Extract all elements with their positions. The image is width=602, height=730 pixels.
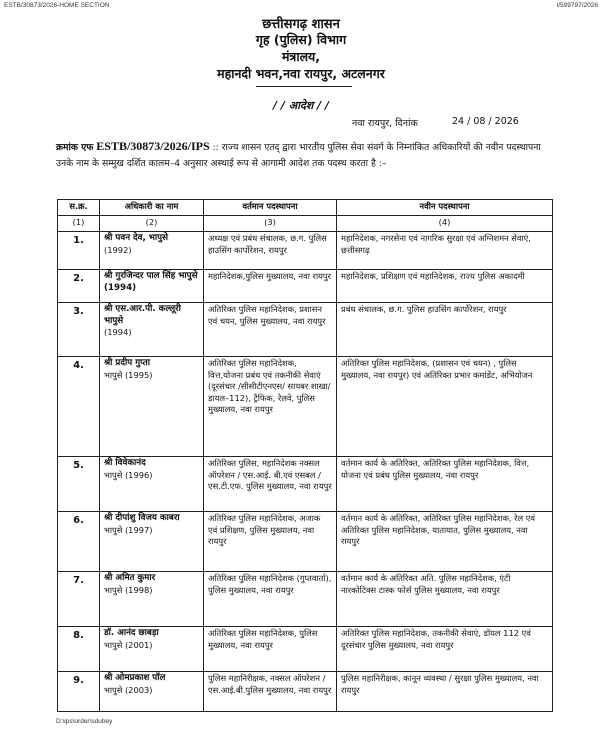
officer-batch: भापुसे (1995) (104, 369, 153, 380)
officer-batch: (1994) (104, 327, 132, 338)
table-row (58, 572, 553, 627)
intro-paragraph (56, 138, 552, 172)
header-line-2: गृह (पुलिस) विभाग (255, 32, 347, 47)
table-header-row (58, 200, 553, 216)
officer-name: श्री अमित कुमार (104, 573, 156, 583)
officer-cell (100, 357, 204, 457)
header-line-3: मंत्रालय, (281, 49, 321, 64)
column-number: (3) (204, 216, 337, 232)
officer-name: श्री विवेकानंद (104, 458, 146, 468)
header-current-posting: वर्तमान पदस्थापना (204, 200, 337, 216)
serial-number: 1. (58, 232, 100, 270)
new-posting: वर्तमान कार्य के अतिरिक्त अति. पुलिस महानिदेशक, एंटी नारकोटिक्स टास्क फोर्स पुलिस मुख्यालय, नवा रायपुर (337, 572, 553, 627)
officer-name: श्री पवन देव, भापुसे (104, 233, 168, 243)
serial-number: 6. (58, 512, 100, 572)
header-new-posting: नवीन पदस्थापना (337, 200, 553, 216)
current-posting: अतिरिक्त पुलिस महानिदेशक, अजाक एवं प्रशिक्षण, पुलिस मुख्यालय, नवा रायपुर (204, 512, 337, 572)
new-posting: वर्तमान कार्य के अतिरिक्त, अतिरिक्त पुलिस महानिदेशक, रेल एवं अतिरिक्त पुलिस महानिदेशक, यातायात, पुलिस मुख्यालय, नवा रायपुर (337, 512, 553, 572)
officer-cell (100, 457, 204, 512)
table-row (58, 270, 553, 303)
table-body (58, 232, 553, 712)
officer-name: श्री एस.आर.पी. कल्लूरी भापुसे (104, 304, 181, 326)
officer-batch: भापुसे (1997) (104, 524, 153, 535)
table-row (58, 303, 553, 357)
serial-number: 8. (58, 627, 100, 672)
serial-number: 5. (58, 457, 100, 512)
new-posting: पुलिस महानिरीक्षक, कानून व्यवस्था / सुरक्षा पुलिस मुख्यालय, नवा रायपुर (337, 672, 553, 712)
officer-cell (100, 303, 204, 357)
order-title: / / आदेश / / (273, 99, 329, 112)
column-number: (4) (337, 216, 553, 232)
officer-batch: भापुसे (2001) (104, 639, 153, 650)
officer-cell (100, 512, 204, 572)
header-officer-name: अधिकारी का नाम (100, 200, 204, 216)
officer-batch: भापुसे (1998) (104, 584, 153, 595)
table-row (58, 357, 553, 457)
officer-cell (100, 572, 204, 627)
current-posting: महानिदेशक,पुलिस मुख्यालय, नवा रायपुर (204, 270, 337, 303)
new-posting: अतिरिक्त पुलिस महानिदेशक, तकनीकी सेवाएं, डॉयल 112 एवं दूरसंचार पुलिस मुख्यालय, नवा रायपुर (337, 627, 553, 672)
header-serial: स.क्र. (58, 200, 100, 216)
header-divider (256, 86, 352, 87)
order-reference: ESTB/30873/2026/IPS (96, 139, 210, 153)
table-row (58, 457, 553, 512)
order-date: 24 / 08 / 2026 (452, 116, 519, 127)
document-id: I/599797/2026 (556, 2, 598, 9)
new-posting: प्रबंध संचालक, छ.ग. पुलिस हाउसिंग कार्पोरेशन, रायपुर (337, 303, 553, 357)
table-column-number-row (58, 216, 553, 232)
officer-batch: भापुसे (1996) (104, 469, 153, 480)
column-number: (1) (58, 216, 100, 232)
officer-cell (100, 232, 204, 270)
officer-name: श्री प्रदीप गुप्ता (104, 358, 150, 368)
table-row (58, 232, 553, 270)
top-bar (4, 2, 598, 9)
officer-name: डॉ. आनंद छाबड़ा (104, 628, 159, 638)
current-posting: अतिरिक्त पुलिस महानिदेशक, प्रशासन एवं चयन, पुलिस मुख्यालय, नवा रायपुर (204, 303, 337, 357)
intro-prefix: क्रमांक एफ (56, 142, 94, 153)
footer-path: D:\ips\order\sdubey (56, 718, 113, 725)
serial-number: 4. (58, 357, 100, 457)
officer-name: श्री ओमप्रकाश पॉल (104, 673, 166, 683)
officer-batch: (1992) (104, 244, 132, 255)
officer-name: श्री गुरजिन्दर पाल सिंह भापुसे (1994) (104, 271, 198, 293)
officer-cell (100, 270, 204, 303)
table-row (58, 512, 553, 572)
current-posting: अध्यक्ष एवं प्रबंध संचालक, छ.ग. पुलिस हाउसिंग कार्पोरेशन, रायपुर (204, 232, 337, 270)
file-reference: ESTB/30873/2026-HOME SECTION (4, 2, 110, 9)
officer-name: श्री दीपांशु विजय काबरा (104, 513, 180, 523)
header-line-4: महानदी भवन,नवा रायपुर, अटलनगर (217, 66, 385, 81)
table-row (58, 672, 553, 712)
posting-table (57, 199, 553, 712)
current-posting: पुलिस महानिरीक्षक, नक्सल ऑपरेशन / एस.आई.बी.पुलिस मुख्यालय, नवा रायपुर (204, 672, 337, 712)
new-posting: अतिरिक्त पुलिस महानिदेशक, (प्रशासन एवं चयन) , पुलिस मुख्यालय, नवा रायपुर) एवं अतिरिक्त प्रभार कमांडेंट, अभियोजन (337, 357, 553, 457)
serial-number: 9. (58, 672, 100, 712)
officer-cell (100, 627, 204, 672)
current-posting: अतिरिक्त पुलिस महानिदेशक, वित्त,योजना प्रबंध एवं तकनीकी सेवाएं (दूरसंचार /सीसीटीएनएस/ सायबर शाखा/ डायल–112), ट्रैफिक, रेलवे, पुलिस मुख्यालय, नवा रायपुर (204, 357, 337, 457)
column-number: (2) (100, 216, 204, 232)
header-line-1: छत्तीसगढ़ शासन (262, 17, 340, 32)
officer-batch: भापुसे (2003) (104, 684, 153, 695)
officer-cell (100, 672, 204, 712)
place-label: नवा रायपुर, दिनांक (352, 118, 418, 129)
current-posting: अतिरिक्त पुलिस महानिदेशक, पुलिस मुख्यालय, नवा रायपुर (204, 627, 337, 672)
table-row (58, 627, 553, 672)
intro-text: :: राज्य शासन एतद् द्वारा भारतीय पुलिस सेवा संवर्ग के निम्नांकित अधिकारियों की नवीन पदस्थापना उनके नाम के सम्मुख दर्शित कालम–4 अनुसार अस्थाई रूप से आगामी आदेश तक पदस्थ करता है :– (56, 142, 541, 169)
new-posting: महानिदेशक, नगरसेना एवं नागरिक सुरक्षा एवं अग्निशमन सेवाएं, छत्तीसगढ़ (337, 232, 553, 270)
serial-number: 7. (58, 572, 100, 627)
serial-number: 2. (58, 270, 100, 303)
new-posting: वर्तमान कार्य के अतिरिक्त, अतिरिक्त पुलिस महानिदेशक, वित्त, योजना एवं प्रबंध पुलिस मुख्यालय, नवा रायपुर (337, 457, 553, 512)
current-posting: अतिरिक्त पुलिस महानिदेशक (गुप्तवार्ता), पुलिस मुख्यालय, नवा रायपुर (204, 572, 337, 627)
serial-number: 3. (58, 303, 100, 357)
current-posting: अतिरिक्त पुलिस, महानिदेशक नक्सल ऑपरेशन / एस.आई. बी.एवं एसबल / एस.टी.एफ. पुलिस मुख्यालय, नवा रायपुर (204, 457, 337, 512)
new-posting: महानिदेशक, प्रशिक्षण एवं महानिदेशक, राज्य पुलिस अकादमी (337, 270, 553, 303)
